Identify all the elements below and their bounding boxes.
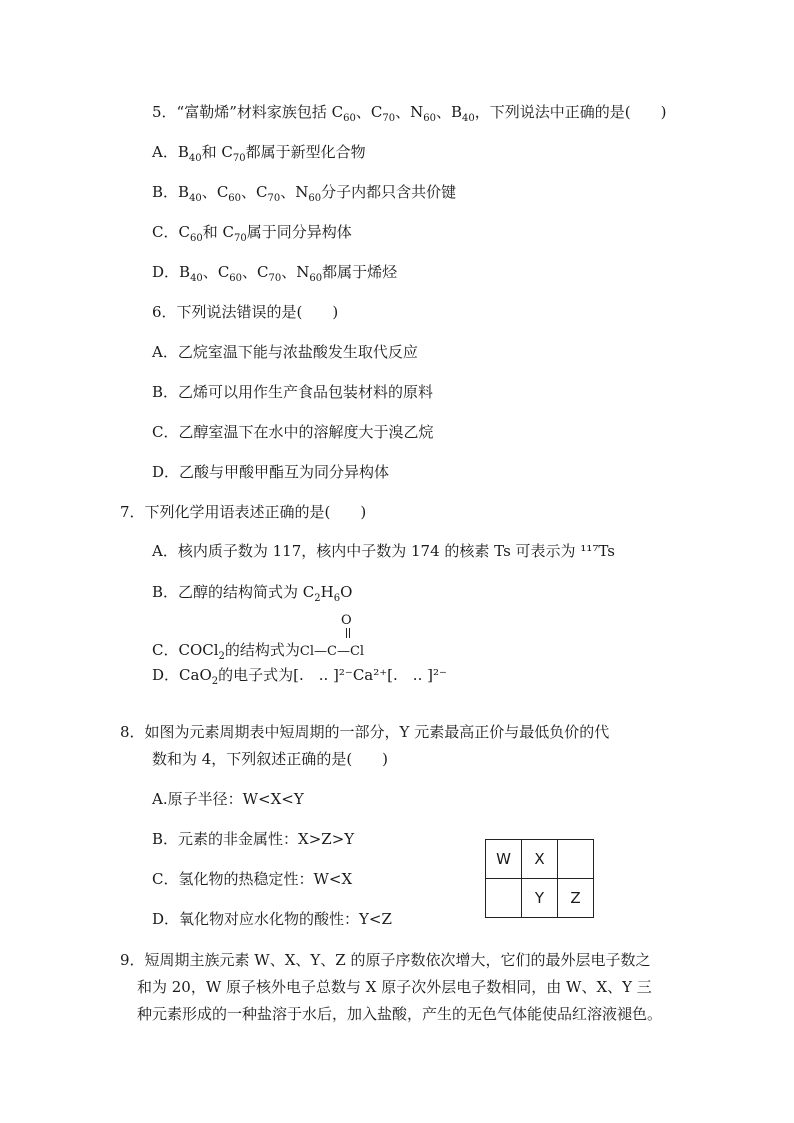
table-cell bbox=[486, 879, 522, 918]
q8-option-c: C．氢化物的热稳定性：W<X bbox=[152, 870, 353, 888]
q5-option-c: C．$C_{60}$和 $C_{70}$属于同分异构体 bbox=[152, 223, 352, 244]
q8-stem-line1: 8．如图为元素周期表中短周期的一部分，Y 元素最高正价与最低负价的代 bbox=[120, 723, 610, 741]
table-row bbox=[486, 879, 594, 918]
table-cell: Z bbox=[558, 879, 594, 918]
q5-stem: 5．“富勒烯”材料家族包括 $C_{60}$、$C_{70}$、$N_{60}$、$B_{40}$，下列说法中正确的是( ) bbox=[152, 103, 667, 124]
q9-line3: 种元素形成的一种盐溶于水后，加入盐酸，产生的无色气体能使品红溶液褪色。 bbox=[137, 1005, 663, 1023]
q8-option-b: B．元素的非金属性：X>Z>Y bbox=[152, 830, 355, 848]
periodic-table-fragment bbox=[485, 839, 594, 918]
q6-option-b: B．乙烯可以用作生产食品包装材料的原料 bbox=[152, 383, 434, 401]
q6-option-d: D．乙酸与甲酸甲酯互为同分异构体 bbox=[152, 463, 390, 481]
q5-option-d: D．$B_{40}$、$C_{60}$、$C_{70}$、$N_{60}$都属于烯烃 bbox=[152, 263, 398, 284]
q6-option-c: C．乙醇室温下在水中的溶解度大于溴乙烷 bbox=[152, 423, 434, 441]
q5-option-b: B．$B_{40}$、$C_{60}$、$C_{70}$、$N_{60}$分子内都只含共价键 bbox=[152, 183, 457, 204]
q7-option-d: D．CaO$_2$的电子式为[. .. ]²⁻Ca²⁺[. .. ]²⁻ bbox=[152, 666, 447, 687]
table-cell bbox=[558, 840, 594, 879]
q9-line2: 和为 20，W 原子核外电子总数与 X 原子次外层电子数相同，由 W、X、Y 三 bbox=[137, 978, 652, 996]
q9-line1: 9．短周期主族元素 W、X、Y、Z 的原子序数依次增大，它们的最外层电子数之 bbox=[120, 951, 651, 969]
table-cell: W bbox=[486, 840, 522, 879]
q7-stem: 7．下列化学用语表述正确的是( ) bbox=[120, 503, 367, 521]
q6-option-a: A．乙烷室温下能与浓盐酸发生取代反应 bbox=[152, 343, 418, 361]
q5-option-a: A．$B_{40}$和 $C_{70}$都属于新型化合物 bbox=[152, 143, 366, 164]
double-bond-line bbox=[349, 628, 351, 638]
double-bond-line bbox=[346, 628, 348, 638]
table-row bbox=[486, 840, 594, 879]
q7-option-b: B．乙醇的结构简式为 $C_2H_6O$ bbox=[152, 583, 353, 604]
coCl2-structure-oxygen: O bbox=[341, 613, 352, 628]
q8-option-d: D．氧化物对应水化物的酸性：Y<Z bbox=[152, 910, 392, 928]
q8-stem-line2: 数和为 4，下列叙述正确的是( ) bbox=[152, 750, 389, 768]
q7-option-c: C．COCl$_2$的结构式为Cl—C—Cl bbox=[152, 641, 365, 662]
q6-stem: 6．下列说法错误的是( ) bbox=[152, 303, 339, 321]
table-cell: Y bbox=[522, 879, 558, 918]
q7-option-a: A．核内质子数为 117，核内中子数为 174 的核素 Ts 可表示为 ¹¹⁷Ts bbox=[152, 542, 615, 560]
table-cell: X bbox=[522, 840, 558, 879]
q8-option-a: A.原子半径：W<X<Y bbox=[152, 790, 304, 808]
